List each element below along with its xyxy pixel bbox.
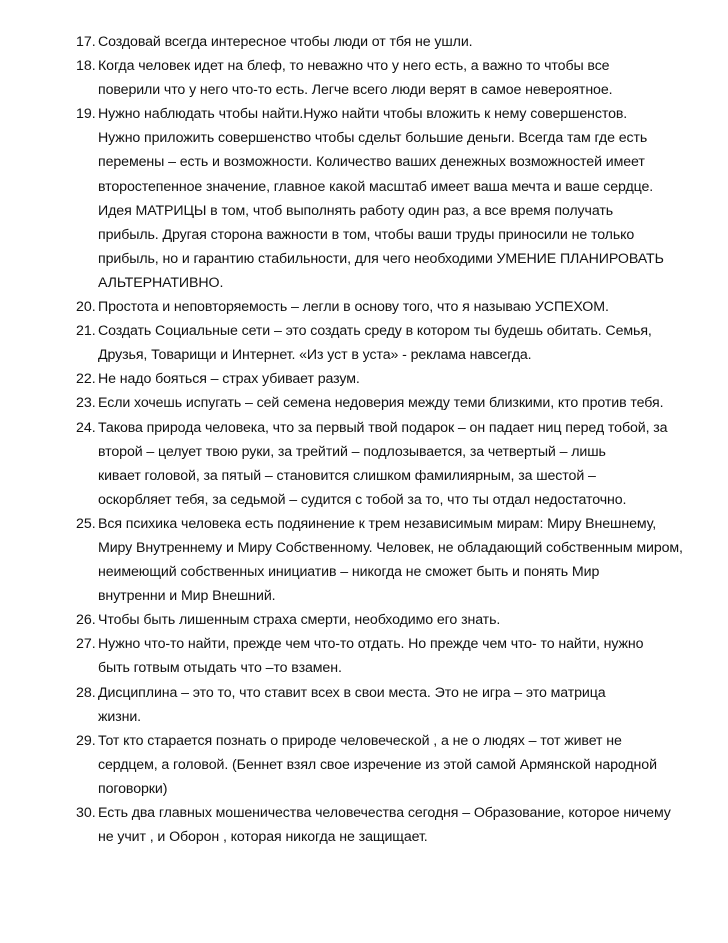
list-item-text <box>94 54 716 102</box>
list-item-text <box>94 681 716 729</box>
list-item <box>76 319 716 367</box>
list-item-text <box>94 801 716 849</box>
list-item <box>76 367 716 391</box>
list-item-number: 25. <box>76 515 96 532</box>
list-item-number: 21. <box>76 323 96 340</box>
list-item <box>76 512 716 608</box>
list-item-number: 18. <box>76 58 96 75</box>
text-line: Миру Внутреннему и Миру Собственному. Человек, не обладающий собственным миром, <box>98 539 683 556</box>
text-line: Нужно приложить совершенство чтобы сдельт большие деньги. Всегда там где есть <box>98 130 648 147</box>
list-item-text <box>94 608 716 632</box>
list-item-text <box>94 319 716 367</box>
list-item-text <box>94 632 716 680</box>
list-item-text <box>94 367 716 391</box>
numbered-list <box>76 30 716 849</box>
text-line: Тот кто старается познать о природе человеческой , а не о людях – тот живет не <box>98 732 622 749</box>
text-line: Чтобы быть лишенным страха смерти, необходимо его знать. <box>98 612 501 629</box>
list-item-text <box>94 729 716 801</box>
list-item <box>76 416 716 512</box>
list-item-text <box>94 30 716 54</box>
list-item-number: 22. <box>76 371 96 388</box>
text-line: Нужно наблюдать чтобы найти.Нужо найти чтобы вложить к нему совершенстов. <box>98 106 628 123</box>
text-line: оскорбляет тебя, за седьмой – судится с тобой за то, что ты отдал недостаточно. <box>98 491 627 508</box>
list-item-number: 19. <box>76 106 96 123</box>
text-line: Дисциплина – это то, что ставит всех в свои места. Это не игра – это матрица <box>98 684 606 701</box>
text-line: Не надо бояться – страх убивает разум. <box>98 371 360 388</box>
text-line: Если хочешь испугать – сей семена недоверия между теми близкими, кто против тебя. <box>98 395 664 412</box>
text-line: поговорки) <box>98 780 168 797</box>
text-line: прибыль, но и гарантию стабильности, для чего необходими УМЕНИЕ ПЛАНИРОВАТЬ <box>98 250 664 267</box>
list-item <box>76 102 716 295</box>
list-item-number: 24. <box>76 419 96 436</box>
list-item-number: 28. <box>76 684 96 701</box>
list-item <box>76 54 716 102</box>
text-line: Создать Социальные сети – это создать среду в котором ты будешь обитать. Семья, <box>98 323 652 340</box>
text-line: не учит , и Оборон , которая никогда не защищает. <box>98 829 428 846</box>
text-line: Вся психика человека есть подяинение к трем независимым мирам: Миру Внешнему, <box>98 515 657 532</box>
text-line: сердцем, а головой. (Беннет взял свое изречение из этой самой Армянской народной <box>98 756 657 773</box>
list-item <box>76 801 716 849</box>
list-item <box>76 729 716 801</box>
text-line: Друзья, Товарищи и Интернет. «Из уст в уста» - реклама навсегда. <box>98 347 532 364</box>
list-item-text <box>94 512 716 608</box>
text-line: прибыль. Другая сторона важности в том, чтобы ваши труды приносили не только <box>98 226 635 243</box>
list-item-number: 30. <box>76 805 96 821</box>
text-line: второстепенное значение, главное какой масштаб имеет ваша мечта и ваше сердце. <box>98 178 654 195</box>
list-item-number: 29. <box>76 732 96 749</box>
list-item <box>76 30 716 54</box>
list-item <box>76 681 716 729</box>
text-line: Нужно что-то найти, прежде чем что-то отдать. Но прежде чем что- то найти, нужно <box>98 636 644 653</box>
text-line: Такова природа человека, что за первый твой подарок – он падает ниц перед тобой, за <box>98 419 668 436</box>
list-item-text <box>94 416 716 512</box>
list-item-number: 20. <box>76 299 96 316</box>
text-line: АЛЬТЕРНАТИВНО. <box>98 274 224 291</box>
list-item <box>76 608 716 632</box>
list-item-number: 27. <box>76 636 96 653</box>
text-line: Простота и неповторяемость – легли в основу того, что я называю УСПЕХОМ. <box>98 299 609 316</box>
text-line: перемены – есть и возможности. Количество ваших денежных возможностей имеет <box>98 154 645 171</box>
text-line: Когда человек идет на блеф, то неважно что у него есть, а важно то чтобы все <box>98 58 610 75</box>
list-item-text <box>94 295 716 319</box>
text-line: поверили что у него что-то есть. Легче всего люди верят в самое невероятное. <box>98 82 613 99</box>
list-item <box>76 391 716 415</box>
text-line: внутренни и Мир Внешний. <box>98 588 276 605</box>
list-item-text <box>94 391 716 415</box>
text-line: жизни. <box>98 708 142 725</box>
text-line: второй – целует твою руки, за трейтий – подлозывается, за четвертый – лишь <box>98 443 606 460</box>
text-line: неимеющий собственных инициатив – никогда не сможет быть и понять Мир <box>98 564 600 581</box>
list-item-number: 26. <box>76 612 96 629</box>
text-line: Есть два главных мошеничества человечества сегодня – Образование, которое ничему <box>98 805 671 821</box>
text-line: быть готвым отыдать что –то взамен. <box>98 660 342 677</box>
text-line: Создовай всегда интересное чтобы люди от тбя не ушли. <box>98 34 473 50</box>
list-item <box>76 632 716 680</box>
text-line: кивает головой, за пятый – становится слишком фамилиярным, за шестой – <box>98 467 596 484</box>
list-item-text <box>94 102 716 295</box>
list-item-number: 23. <box>76 395 96 412</box>
list-item <box>76 295 716 319</box>
list-item-number: 17. <box>76 34 96 50</box>
text-line: Идея МАТРИЦЫ в том, чтоб выполнять работу один раз, а все время получать <box>98 202 614 219</box>
